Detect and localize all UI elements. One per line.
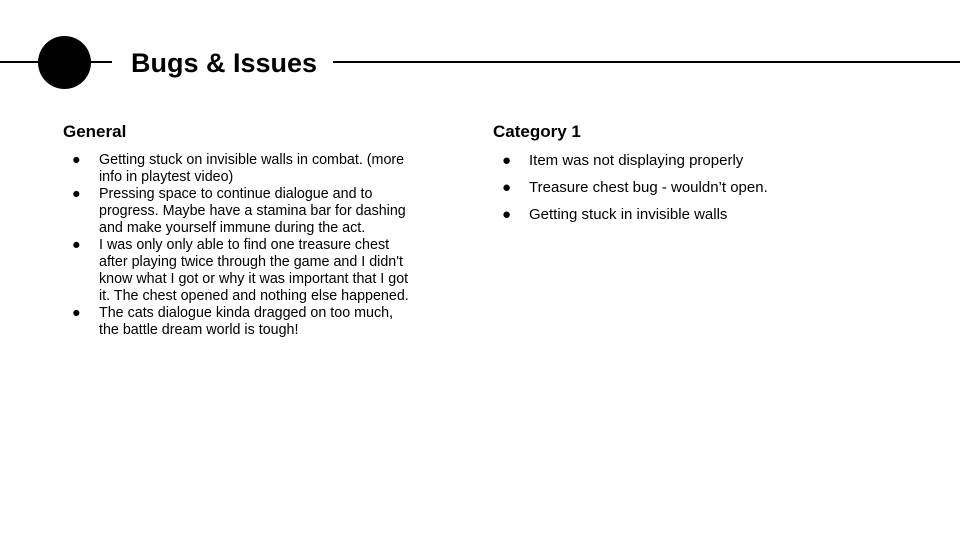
general-list-item	[63, 186, 413, 237]
title-circle-decoration	[38, 36, 91, 89]
category1-list-item	[493, 206, 913, 224]
title-rule-right	[333, 61, 960, 63]
bullet-icon: ●	[72, 305, 81, 321]
general-list	[63, 152, 413, 339]
bullet-icon: ●	[502, 179, 512, 196]
category1-list-item	[493, 179, 913, 197]
general-list-item	[63, 305, 413, 339]
bullet-icon: ●	[72, 152, 81, 168]
general-item-text: I was only only able to find one treasure chest after playing twice through the game and I didn't know what I got or why it was important that I got it. The chest opened and nothing else happened.	[99, 237, 409, 304]
general-list-item	[63, 237, 413, 305]
slide-title: Bugs & Issues	[131, 48, 318, 78]
bullet-icon: ●	[72, 237, 81, 253]
general-item-text: The cats dialogue kinda dragged on too much, the battle dream world is tough!	[99, 305, 394, 338]
category1-list	[493, 152, 913, 233]
category1-list-item	[493, 152, 913, 170]
general-item-text: Pressing space to continue dialogue and to progress. Maybe have a stamina bar for dashing and make yourself immune during the act.	[99, 186, 406, 236]
general-heading: General	[63, 122, 127, 141]
bullet-icon: ●	[502, 206, 512, 223]
category1-item-text: Treasure chest bug - wouldn’t open.	[529, 179, 768, 196]
category1-item-text: Item was not displaying properly	[529, 152, 744, 169]
bullet-icon: ●	[502, 152, 512, 169]
category1-heading: Category 1	[493, 122, 581, 141]
category1-item-text: Getting stuck in invisible walls	[529, 206, 728, 223]
bullet-icon: ●	[72, 186, 81, 202]
general-list-item	[63, 152, 413, 186]
general-item-text: Getting stuck on invisible walls in combat. (more info in playtest video)	[99, 152, 405, 185]
